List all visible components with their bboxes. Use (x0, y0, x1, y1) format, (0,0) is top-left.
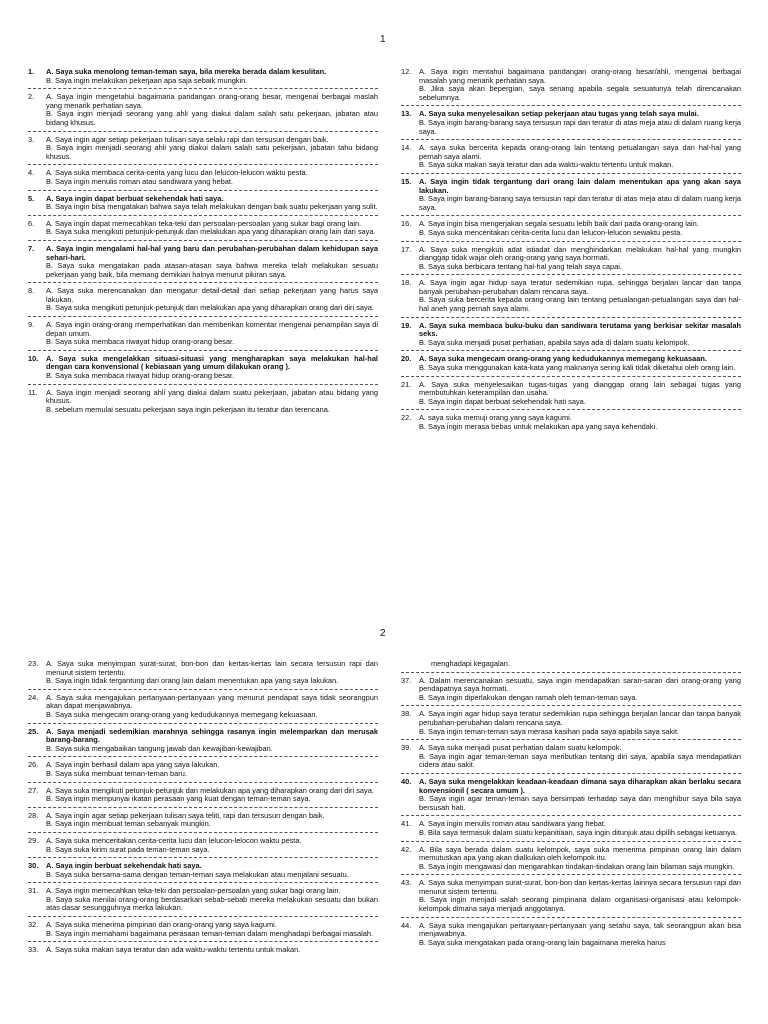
question-number: 31. (28, 886, 39, 896)
question-item (401, 820, 741, 841)
question-option-a-row (401, 677, 741, 694)
page-number: 1 (380, 34, 386, 45)
option-a-text: A. Saya ingin mengetahui bagaimana pandangan orang-orang besar, mengenai berbagai maslah yang menarik perhatian saya. (46, 92, 378, 110)
question-number: 5. (28, 193, 35, 203)
question-item (401, 279, 741, 317)
option-b-text: B. Saya suka menjadi pusat perhatian, apabila saya ada di dalam suatu kelompok. (419, 337, 690, 347)
question-item (28, 321, 378, 351)
option-a-text: A. Saya ingin bisa mengerjakan segala sesuatu lebih baik dari pada orang-orang lain. (419, 219, 699, 229)
option-a-text: A. Saya ingin berhasil dalam apa yang saya lakukan. (46, 760, 220, 770)
question-option-a-row (401, 68, 741, 85)
question-number: 13. (401, 109, 412, 119)
question-option-a-row (401, 322, 741, 339)
question-number: 18. (401, 278, 412, 288)
option-a-text: A. Saya ingin agar hidup saya teratur sedemikian rupa, sehingga berjalan lancar dan tanpa banyak perubahan-perubahan dalam rencana saya. (419, 278, 741, 296)
question-number: 22. (401, 413, 412, 423)
option-b-text: B. Saya suka membaca riwayat hidup orang-orang besar. (46, 337, 235, 347)
question-item (401, 879, 741, 917)
question-option-a-row (401, 144, 741, 161)
question-number: 27. (28, 785, 39, 795)
question-option-a-row (28, 946, 378, 955)
option-b-text: B. Saya suka menggunakan kata-kata yang maknanya sering kali tidak diketahui oleh orang lain. (419, 363, 736, 373)
option-a-text: A. Saya suka menyimpan surat-surat, bon-bon dan kertas-kertas lain secara tersusun rapi dan menurut sistem tertentu. (46, 659, 378, 677)
page1-left-column (28, 68, 378, 421)
option-a-text: A. Dalam merencanakan sesuatu, saya ingin mendapatkan saran-saran dari orang-orang yang pendapatnya saya hormati. (419, 675, 741, 694)
option-b-text: B. Jika saya akan bepergian, saya senang apabila segala sesuatunya telah direncanakan sebelumnya. (419, 84, 741, 102)
question-number: 43. (401, 878, 412, 888)
question-number: 10. (28, 353, 39, 363)
question-item (401, 922, 741, 951)
question-item (28, 220, 378, 241)
question-option-a-row (28, 389, 378, 406)
question-item (28, 660, 378, 690)
question-number: 16. (401, 219, 412, 229)
question-option-a-row (28, 355, 378, 372)
question-number: 15. (401, 176, 412, 186)
option-b-text: B. Saya ingin menulis roman atau sandiwara yang hebat. (46, 176, 233, 186)
option-b-text: B. Saya ingin barang-barang saya tersusun rapi dan teratur di atas meja atau di dalam ruang kerja saya. (419, 194, 741, 212)
option-b-text: B. Saya suka menceritakan cerita-cerita lucu dan lelucon-lelucon sewaktu pesta. (419, 227, 683, 237)
question-number: 9. (28, 320, 35, 330)
question-number: 1. (28, 67, 35, 76)
question-number: 33. (28, 945, 39, 955)
question-number: 6. (28, 218, 35, 228)
option-a-text: A. Saya ingin menulis roman atau sandiwara yang hebat. (419, 819, 606, 829)
question-number: 38. (401, 709, 412, 719)
option-b-text: B. Saya suka membaca riwayat hidup orang-orang besar. (46, 371, 235, 381)
question-item (28, 837, 378, 858)
option-b-text: B. Saya suka mengabaikan tangung jawab dan kewajiban-kewajiban. (46, 743, 273, 753)
option-b-text: B. Saya ingin agar teman-teman saya bersimpati terhadap saya dan menghibur saya bila saya bersusah hati. (419, 794, 741, 812)
option-a-text: A. Saya ingin agar hidup saya teratur sedemikian rupa sehingga berjalan lancar dan tanpa banyak perubahan-perubahan dalam rencana saya. (419, 709, 741, 727)
option-b-text: B. Saya ingin membuat teman sebanyak mungkin. (46, 819, 211, 829)
question-item (401, 744, 741, 774)
question-option-a-row (28, 245, 378, 262)
option-b-text: B. Saya ingin menjadi salah seorang pimpinana dalam organisasi-organisasi atau kelompok-kelompok dimana saya menjadi anggotanya. (419, 895, 741, 914)
option-b-text: B. Saya ingin agar teman-teman saya meributkan tentang diri saya, apabila saya mendapatkan cidera atau sakit. (419, 751, 741, 770)
question-number: 11. (28, 387, 38, 397)
option-a-text: A. Saya suka menolong teman-teman saya, bila mereka berada dalam kesulitan. (46, 67, 327, 76)
question-item (28, 728, 378, 758)
question-number: 39. (401, 743, 412, 753)
question-number: 2. (28, 92, 35, 102)
question-option-a-row (28, 93, 378, 110)
question-item (28, 93, 378, 131)
question-item (401, 220, 741, 241)
option-a-text: A. saya suka memuji orang yang saya kagumi. (419, 413, 572, 423)
question-option-a-row (401, 922, 741, 939)
question-item (401, 381, 741, 411)
page2-left-column (28, 660, 378, 962)
option-b-text: B. Saya suka mengikuti petunjuk-petunjuk dan melakukan apa yang diharapkan orang dari diri saya. (46, 303, 374, 313)
question-number: 20. (401, 354, 412, 364)
question-option-a-row (28, 287, 378, 304)
option-b-text: B. Saya ingin dapat berbuat sekehendak hati saya. (419, 396, 586, 406)
question-number: 24. (28, 692, 39, 702)
option-b-text: B. Bila saya termasuk dalam suatu kepanitiaan, saya ingin ditunjuk atau dipilih sebagai ketuanya. (419, 827, 737, 837)
option-b-text: B. Saya suka bersama-sama dengan teman-teman saya melakukan atau menjalani sesuatu. (46, 869, 349, 879)
option-b-text: B. Saya suka berbicara tentang hal-hal yang telah saya capai. (419, 261, 622, 271)
question-item (28, 287, 378, 317)
option-b-text: B. Saya ingin mengawasi dan mengarahkan tindakan-tindakan orang lain bilaman saja mungkin. (419, 861, 735, 871)
question-item (28, 887, 378, 917)
question-item (28, 68, 378, 89)
option-a-text: A. Saya suka membaca cerita-cerita yang lucu dan lelucon-lelucon waktu pesta. (46, 168, 308, 178)
option-a-text: A. Saya ingin orang-orang memperhatikan dan memberikan komentar mengenai penampilan saya di depan umum. (46, 320, 378, 338)
question-item (28, 195, 378, 216)
question-item (401, 355, 741, 376)
option-a-text: A. Saya suka merencanakan dan mengatur detail-detail dari setiap pekerjaan yang harus saya lakukan. (46, 286, 378, 304)
option-b-text: B. Saya suka mengatakan pada orang-orang lain bagaimana mereka harus (419, 937, 666, 947)
option-b-text: B. Saya suka kirim surat pada teman-teman saya. (46, 844, 210, 854)
question-option-a-row (28, 728, 378, 745)
question-item (28, 389, 378, 418)
question-option-a-row (401, 246, 741, 263)
option-a-text: A. Saya ingin agar setiap pekerjaan tulisan saya teliti, rapi dan tersusun dengan baik. (46, 810, 325, 820)
question-option-a-row (401, 778, 741, 795)
question-item (401, 710, 741, 740)
option-b-text: B. Saya suka menilai orang-orang berdasarkan sebab-sebab mereka melakukan sesuatu dan bukan atas dasar sesungguhnya merka lakukan. (46, 894, 378, 913)
option-b-text: B. Saya ingin bisa mengatakan bahwa saya telah melakukan dengan baik suatu pekerjaan yang sulit. (46, 202, 378, 212)
question-item (28, 169, 378, 190)
option-b-text: B. Saya ingin melakukan pekerjaan apa saja sebaik mungkin. (46, 75, 248, 85)
question-item (401, 68, 741, 106)
option-b-text: B. Saya ingin mempunyai ikatan perasaan yang kuat dengan teman-teman saya. (46, 794, 311, 804)
question-item (401, 178, 741, 216)
option-b-text: B. Saya suka mengecam orang-orang yang kedudukannya memegang kekuasaan. (46, 709, 318, 719)
option-b-text: B. Saya ingin memahami bagaimana perasaan teman-teman dalam menghadapi berbagai masalah. (46, 928, 374, 938)
question-option-a-row (401, 381, 741, 398)
option-a-text: A. Saya suka menerima pimpinan dari orang-orang yang saya kagumi. (46, 920, 277, 930)
option-b-text: B. Saya ingin tidak tergantung dari orang lain dalam menentukan apa yang saya lakukan. (46, 676, 339, 686)
question-option-a-row (401, 879, 741, 896)
question-number: 41. (401, 819, 412, 829)
continued-text: menghadapi kegagalan. (401, 660, 741, 673)
question-item (28, 921, 378, 942)
option-a-text: A. Saya suka mengajukan pertanyaan-pertanyaan yang menurut pendapat saya tidak seorangpun akan dapat menjawabnya. (46, 692, 378, 711)
question-item (28, 761, 378, 782)
option-b-text: B. Saya suka makan saya teratur dan ada waktu-waktu tertentu untuk makan. (419, 160, 674, 170)
option-a-text: A. Saya menjadi sedemikian marahnya sehingga rasanya ingin melemparkan dan merusak barang-barang. (46, 726, 378, 745)
question-option-a-row (401, 178, 741, 195)
option-a-text: A. Saya ingin berbuat sekehendak hati saya. (46, 861, 202, 871)
question-number: 26. (28, 760, 39, 770)
question-item (28, 355, 378, 385)
option-a-text: A. Saya suka menceritakan cerita-cerita lucu dan lelucon-lelocon waktu pesta. (46, 835, 302, 845)
question-number: 25. (28, 726, 39, 736)
option-b-text: B. sebelum memulai sesuatu pekerjaan saya ingin pekerjaan itu teratur dan terencana. (46, 404, 330, 414)
question-number: 44. (401, 920, 412, 930)
question-number: 14. (401, 143, 412, 153)
question-number: 4. (28, 168, 35, 178)
question-item (28, 862, 378, 883)
question-option-a-row (28, 321, 378, 338)
option-b-text: B. Saya ingin merasa bebas untuk melakukan apa yang saya kehendaki. (419, 422, 658, 431)
question-option-a-row (401, 279, 741, 296)
question-item (401, 322, 741, 352)
option-a-text: A. Saya suka menjadi pusat perhatian dalam suatu kelompok. (419, 743, 622, 753)
option-b-text: B. Saya ingin teman-teman saya merasa kasihan pada saya apabila saya sakit. (419, 726, 680, 736)
page1-right-column (401, 68, 741, 439)
option-b-text: B. Saya ingin barang-barang saya tersusun rapi dan teratur di atas meja atau di dalam ruang kerja saya. (419, 117, 741, 136)
question-number: 29. (28, 835, 39, 845)
option-a-text: A. Bila saya berada dalam suatu kelompok, saya suka menerima pimpinan orang lain dalam memutuskan apa yang akan dialkukan oleh kelompok itu. (419, 844, 741, 863)
question-item (401, 110, 741, 140)
question-item (28, 136, 378, 166)
option-b-text: B. Saya ingin menjadi seorang yang ahli yang diakui dalam salah satu pekerjaan, jabatan atau bidang khusus. (46, 109, 378, 127)
question-item (28, 787, 378, 808)
option-a-text: A. Saya suka mengajukan pertanyaan-pertanyaan yang setahu saya, tak seorangpun akan bisa menjawabnya. (419, 920, 741, 939)
page2-right-column (401, 660, 741, 954)
question-number: 37. (401, 675, 412, 685)
question-number: 40. (401, 776, 412, 786)
option-a-text: A. Saya suka membaca buku-buku dan sandiwara terutama yang berkisar sekitar masalah seks. (419, 320, 741, 339)
question-item (28, 812, 378, 833)
option-b-text: B. Saya ingin diperlakukan dengan ramah oleh teman-teman saya. (419, 692, 638, 702)
option-a-text: A. Saya ingin dapat memecahkan teka-teki dan persoalan-persoalan yang sukar bagi orang lain. (46, 218, 362, 228)
option-b-text: B. Saya suka mengikuti petunjuk-petunjuk dan melakukan apa yang diharapkan orang lain dari saya. (46, 227, 376, 237)
question-number: 17. (401, 244, 412, 254)
question-number: 30. (28, 861, 39, 871)
question-number: 12. (401, 67, 412, 76)
option-a-text: A. Saya ingin menjadi seorang ahli yang diakui dalam suatu pekerjaan, jabatan atau bidang yang khusus. (46, 387, 378, 406)
question-option-a-row (28, 660, 378, 677)
option-a-text: A. Saya ingin dapat berbuat sekehendak hati saya. (46, 193, 224, 203)
question-item (401, 144, 741, 174)
option-b-text: B. Saya suka membuat teman-teman baru. (46, 768, 187, 778)
question-item (401, 677, 741, 707)
page2-right-items (401, 677, 741, 951)
question-item (28, 946, 378, 958)
question-item (28, 245, 378, 283)
option-a-text: A. Saya suka mengelakkan keadaan-keadaan dimana saya diharapkan akan berlaku secara konvensionil ( secara umum ). (419, 776, 741, 795)
option-a-text: A. saya suka bercerita kepada orang-orang lain tentang petualangan saya dan hal-hal yang pernah saya alami. (419, 143, 741, 161)
option-b-text: B. Saya ingin menjadi seorang ahli yang diakui dalam salah satu pekerjaan, jabatan tahu bidang khusus. (46, 143, 378, 161)
question-item (401, 414, 741, 434)
option-a-text: A. Saya suka menyelesaikan tugas-tugas yang dianggap orang lain sebagai tugas yang membutuhkan keterampilan dan usaha. (419, 379, 741, 398)
option-a-text: A. Saya suka makan saya teratur dan ada waktu-waktu tertentu untuk makan. (46, 945, 301, 955)
question-number: 21. (401, 379, 412, 389)
question-option-a-row (401, 846, 741, 863)
question-number: 32. (28, 920, 39, 930)
option-a-text: A. Saya ingin mengalami hal-hal yang baru dan perubahan-perubahan dalam kehidupan saya sehari-hari. (46, 243, 378, 262)
question-option-a-row (401, 710, 741, 727)
question-number: 7. (28, 243, 35, 253)
option-a-text: A. Saya suka mengikuti adat istiadat dan menghindarkan melakukan hal-hal yang mungkin dianggap tidak wajar oleh orang-orang yang saya hormati. (419, 244, 741, 263)
option-a-text: A. Saya suka mengecam orang-orang yang kedudukannya memegang kekuasaan. (419, 354, 707, 364)
question-item (28, 694, 378, 724)
question-item (401, 778, 741, 816)
option-a-text: A. Saya ingin mentahui bagaimana pandangan orang-orang besar/ahli, mengenai berbagai masalah yang menarik perhatian saya. (419, 67, 741, 85)
question-number: 8. (28, 286, 35, 296)
option-a-text: A. Saya suka mengikuti petunjuk-petunjuk dan melakukan apa yang diharapkan orang dari diri saya. (46, 785, 374, 795)
question-item (401, 246, 741, 276)
question-number: 19. (401, 320, 412, 330)
option-a-text: A. Saya suka mengelakkan situasi-situasi yang mengharapkan saya melakukan hal-hal dengan cara konvensional ( kebiasaan yang umum dilakukan orang ). (46, 353, 378, 372)
question-number: 42. (401, 844, 412, 854)
question-item (401, 846, 741, 876)
question-number: 28. (28, 810, 39, 820)
option-a-text: A. Saya ingin agar setiap pekerjaan tulisan saya selalu rapi dan tersusun dengan baik. (46, 134, 329, 144)
option-a-text: A. Saya ingin memecahkan teka-teki dan persoalan-persoalan yang sukar bagi orang lain. (46, 886, 341, 896)
question-number: 3. (28, 134, 35, 144)
page-number: 2 (380, 628, 386, 639)
option-a-text: A. Saya ingin tidak tergantung dari orang lain dalam menentukan apa yang akan saya lakukan. (419, 176, 741, 195)
question-option-a-row (28, 694, 378, 711)
option-a-text: A. Saya suka menyelesaikan setiap pekerjaan atau tugas yang telah saya mulai. (419, 109, 699, 119)
option-b-text: B. Saya suka mengatakan pada atasan-atasan saya bahwa mereka telah melakukan sesuatu pekerjaan yang baik, bila memang demikian halnya menurut pikiran saya. (46, 261, 378, 279)
question-number: 23. (28, 659, 39, 668)
option-a-text: A. Saya suka menyimpan surat-surat, bon-bon dan kertas-kertas lainnya secara tersusun rapi dan menurut sistem tertentu. (419, 878, 741, 896)
option-b-text: B. Saya suka bercerita kepada orang-orang lain tentang petualangan-petualangan saya dan hal-hal aneh yang pernah saya alami. (419, 295, 741, 314)
